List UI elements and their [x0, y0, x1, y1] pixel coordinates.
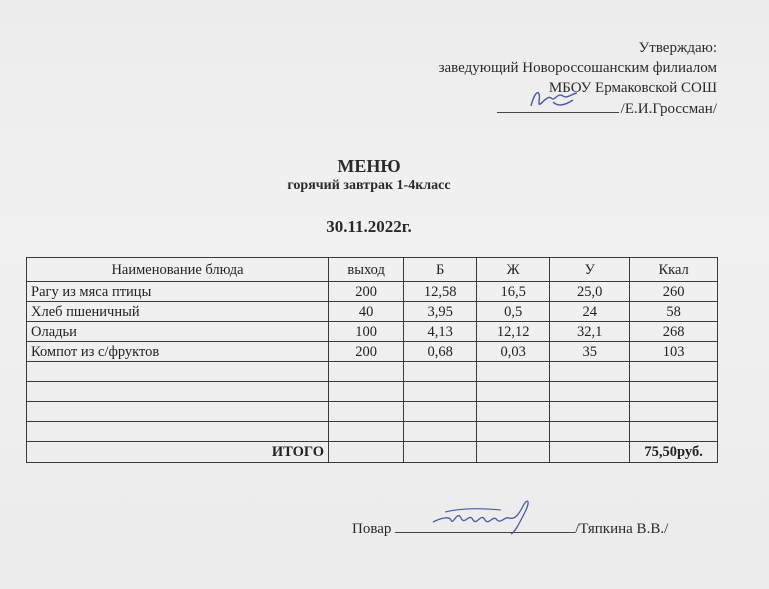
cell-empty	[404, 362, 477, 382]
cell-kcal: 58	[630, 302, 718, 322]
table-row	[27, 282, 718, 302]
cell-proteins: 3,95	[404, 302, 477, 322]
cell-carbs: 35	[550, 342, 630, 362]
cell-empty	[27, 362, 329, 382]
approval-heading: Утверждаю:	[638, 40, 717, 56]
cell-empty	[550, 442, 630, 463]
header-kcal: Ккал	[630, 258, 718, 282]
cell-empty	[550, 402, 630, 422]
cell-proteins: 4,13	[404, 322, 477, 342]
cell-fats: 0,03	[477, 342, 550, 362]
approval-school: МБОУ Ермаковской СОШ	[548, 80, 717, 96]
approval-block	[377, 38, 717, 119]
cell-empty	[404, 442, 477, 463]
total-label: ИТОГО	[27, 442, 329, 463]
cell-fats: 0,5	[477, 302, 550, 322]
cell-empty	[329, 382, 404, 402]
cell-portion: 40	[329, 302, 404, 322]
cell-empty	[477, 402, 550, 422]
approval-name: /Е.И.Гроссман/	[620, 101, 717, 117]
cell-empty	[630, 422, 718, 442]
cell-empty	[404, 402, 477, 422]
cell-carbs: 32,1	[550, 322, 630, 342]
approval-signature	[527, 84, 587, 114]
table-row	[27, 322, 718, 342]
cell-kcal: 103	[630, 342, 718, 362]
header-carbs: У	[550, 258, 630, 282]
cell-proteins: 12,58	[404, 282, 477, 302]
cell-empty	[550, 362, 630, 382]
cell-carbs: 24	[550, 302, 630, 322]
cell-empty	[477, 382, 550, 402]
cell-empty	[27, 382, 329, 402]
cell-fats: 12,12	[477, 322, 550, 342]
table-row	[27, 342, 718, 362]
cell-empty	[404, 422, 477, 442]
table-row-empty	[27, 362, 718, 382]
cook-signature-block	[352, 518, 668, 538]
cell-empty	[27, 422, 329, 442]
cell-empty	[27, 402, 329, 422]
cell-dish-name: Рагу из мяса птицы	[27, 282, 329, 302]
cell-portion: 100	[329, 322, 404, 342]
cell-empty	[329, 402, 404, 422]
cell-dish-name: Компот из с/фруктов	[27, 342, 329, 362]
cell-kcal: 268	[630, 322, 718, 342]
approval-signature-row	[377, 98, 717, 119]
table-header-row	[27, 258, 718, 282]
cell-empty	[550, 422, 630, 442]
header-fats: Ж	[477, 258, 550, 282]
cook-name: /Тяпкина В.В./	[575, 521, 669, 537]
cell-portion: 200	[329, 342, 404, 362]
cell-portion: 200	[329, 282, 404, 302]
table-total-row	[27, 442, 718, 463]
cell-empty	[329, 422, 404, 442]
document-title: МЕНЮ	[337, 156, 401, 176]
document-date: 30.11.2022г.	[326, 217, 412, 236]
table-row-empty	[27, 382, 718, 402]
cell-fats: 16,5	[477, 282, 550, 302]
cook-label: Повар	[352, 521, 392, 537]
header-dish-name: Наименование блюда	[27, 258, 329, 282]
menu-table	[26, 257, 718, 463]
cell-dish-name: Хлеб пшеничный	[27, 302, 329, 322]
document-subtitle: горячий завтрак 1-4класс	[287, 178, 451, 193]
approval-position: заведующий Новороссошанским филиалом	[438, 60, 717, 76]
cell-empty	[329, 442, 404, 463]
cell-proteins: 0,68	[404, 342, 477, 362]
cell-carbs: 25,0	[550, 282, 630, 302]
table-row-empty	[27, 402, 718, 422]
table-row	[27, 302, 718, 322]
cell-empty	[630, 382, 718, 402]
approval-signature-line	[497, 98, 619, 113]
cell-empty	[477, 442, 550, 463]
cell-empty	[404, 382, 477, 402]
cell-empty	[329, 362, 404, 382]
cell-dish-name: Оладьи	[27, 322, 329, 342]
total-value: 75,50руб.	[630, 442, 718, 463]
header-portion: выход	[329, 258, 404, 282]
cell-empty	[477, 362, 550, 382]
cell-empty	[630, 402, 718, 422]
cell-kcal: 260	[630, 282, 718, 302]
table-row-empty	[27, 422, 718, 442]
cell-empty	[477, 422, 550, 442]
cook-signature-line	[395, 518, 575, 533]
cell-empty	[550, 382, 630, 402]
header-proteins: Б	[404, 258, 477, 282]
cell-empty	[630, 362, 718, 382]
cook-signature	[431, 496, 541, 536]
